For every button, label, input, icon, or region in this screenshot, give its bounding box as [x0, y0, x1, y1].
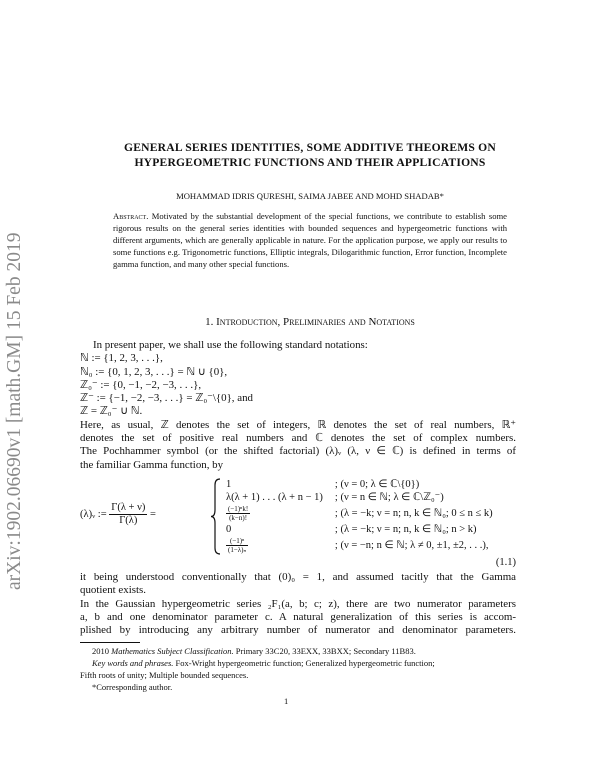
paragraph-line: denotes the set of positive real numbers and ℂ denotes the set of complex numbers. — [80, 432, 516, 445]
case-value: 0 — [226, 523, 232, 535]
paper-title-line-1: GENERAL SERIES IDENTITIES, SOME ADDITIVE THEOREMS ON — [124, 141, 496, 154]
abstract-text: Motivated by the substantial development of the special functions, we contribute to establish some rigorous results on the general series identities with bounded sequences and hypergeometric functions with different arguments, which are generally applicable in nature. For the application purpose, we apply our results to some functions e.g. Trigonometric functions, Elliptic integrals, Dilogarithmic function, Error function, Incomplete gamma function, and many other special functions. — [113, 211, 507, 269]
paper-title-line-2: HYPERGEOMETRIC FUNCTIONS AND THEIR APPLICATIONS — [134, 156, 486, 169]
equation-cases — [226, 478, 493, 555]
keywords-continued: Fifth roots of unity; Multiple bounded sequences. — [80, 670, 249, 680]
notation-line: ℕ₀ := {0, 1, 2, 3, . . .} = ℕ ∪ {0}, — [80, 365, 228, 378]
msc-year: 2010 — [92, 646, 109, 656]
arxiv-stamp: arXiv:1902.06690v1 [math.GM] 15 Feb 2019 — [4, 232, 25, 590]
pochhammer-lhs: (λ)ᵥ := — [80, 508, 107, 520]
notation-line: ℤ⁻ := {−1, −2, −3, . . .} = ℤ₀⁻\{0}, and — [80, 392, 253, 405]
notation-line: ℕ := {1, 2, 3, . . .}, — [80, 352, 163, 365]
abstract — [113, 210, 507, 270]
equation-number: (1.1) — [495, 557, 516, 568]
keywords-footnote — [92, 658, 435, 669]
body-text-continued — [80, 571, 516, 637]
msc-text: Primary 33C20, 33EXX, 33BXX; Secondary 11B83. — [235, 646, 416, 656]
gamma-fraction — [109, 502, 147, 527]
msc-label: Mathematics Subject Classification. — [111, 646, 234, 656]
paragraph-line: a, b and one denominator parameter c. A natural generalization of this series is accom- — [80, 610, 516, 623]
equation-lhs — [80, 502, 156, 527]
notation-line: ℤ₀⁻ := {0, −1, −2, −3, . . .}, — [80, 378, 202, 391]
paragraph-line: Here, as usual, ℤ denotes the set of integers, ℝ denotes the set of real numbers, ℝ⁺ — [80, 418, 516, 431]
case-condition: ; (ν = n ∈ ℕ; λ ∈ ℂ\ℤ₀⁻) — [334, 491, 444, 503]
case-condition: ; (ν = 0; λ ∈ ℂ\{0}) — [334, 478, 420, 490]
keywords-label: Key words and phrases. — [92, 658, 174, 668]
fraction-denominator: (1−λ)ₙ — [228, 546, 247, 554]
authors: MOHAMMAD IDRIS QURESHI, SAIMA JABEE AND MOHD SHADAB* — [176, 191, 444, 201]
fraction-denominator: Γ(λ) — [119, 515, 138, 526]
msc-footnote — [92, 646, 416, 657]
cases-brace-icon — [210, 478, 222, 555]
notation-line: ℤ = ℤ₀⁻ ∪ ℕ. — [80, 405, 143, 418]
case-condition: ; (λ = −k; ν = n; n, k ∈ ℕ₀; 0 ≤ n ≤ k) — [334, 507, 493, 519]
section-heading: 1. Introduction, Preliminaries and Notations — [205, 316, 415, 328]
fraction-numerator: (−1)ⁿk! — [228, 505, 249, 513]
paragraph-line: it being understood conventionally that (0)₀ = 1, and assumed tacitly that the Gamma — [80, 571, 516, 583]
page-number: 1 — [284, 696, 289, 706]
case-value: 1 — [226, 478, 232, 490]
fraction-numerator: Γ(λ + ν) — [111, 502, 146, 513]
body-text — [80, 339, 516, 472]
paragraph-line: In the Gaussian hypergeometric series ₂F₁(a, b; c; z), there are two numerator parameters — [80, 597, 516, 610]
intro-line: In present paper, we shall use the following standard notations: — [93, 339, 368, 351]
footnote-rule — [80, 642, 140, 643]
paragraph-line: The Pochhammer symbol (or the shifted factorial) (λ)ᵥ (λ, ν ∈ ℂ) is defined in terms of — [80, 445, 516, 458]
equals-sign: = — [149, 508, 156, 520]
case-fraction — [226, 536, 323, 555]
abstract-label: Abstract. — [113, 211, 149, 221]
case-condition: ; (λ = −k; ν = n; n, k ∈ ℕ₀; n > k) — [334, 523, 477, 535]
case-fraction — [226, 504, 323, 523]
case-value: λ(λ + 1) . . . (λ + n − 1) — [226, 491, 323, 503]
fraction-numerator: (−1)ⁿ — [226, 537, 248, 546]
corresponding-author-note: *Corresponding author. — [92, 682, 173, 692]
paragraph-line: plished by introducing any arbitrary number of numerator and denominator parameters. — [80, 624, 516, 637]
paragraph-line: quotient exists. — [80, 584, 146, 597]
keywords-text: Fox-Wright hypergeometric function; Generalized hypergeometric function; — [175, 658, 435, 668]
fraction-denominator: (k−n)! — [229, 514, 248, 522]
case-condition: ; (ν = −n; n ∈ ℕ; λ ≠ 0, ±1, ±2, . . .), — [334, 539, 489, 551]
paragraph-line: the familiar Gamma function, by — [80, 458, 224, 471]
